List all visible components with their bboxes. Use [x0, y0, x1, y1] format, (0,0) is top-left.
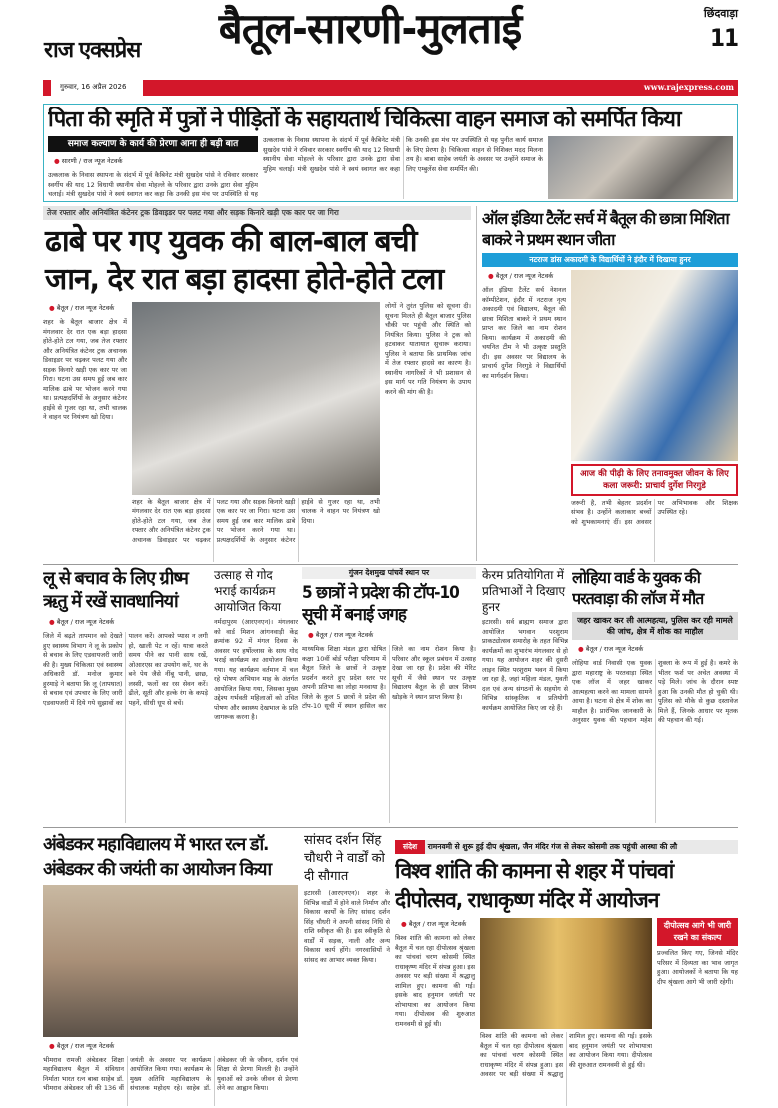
body-text: माध्यमिक शिक्षा मंडल द्वारा घोषित कक्षा 10वीं बोर्ड परीक्षा परिणाम में बैतूल जिले के छात्रों ने उत्कृष्ट प्रदर्शन करते हुए प्रदेश स्तर पर अपनी प्रतिभा का लोहा मनवाया है। जिले के कुल 5 छात्रों ने प्रदेश की टॉप-10 सूची में स्थान हासिल कर जिले का नाम रोशन किया है। परिवार और स्कूल प्रबंधन में उत्साह देखा जा रहा है। प्रदेश की मेरिट सूची में जैसे स्थान पर उत्कृष्ट विद्यालय बैतूल के ही छात्र शिवम खोड़के ने स्थान प्राप्त किया है।	[302, 645, 476, 710]
highlight-box: दीपोत्सव आगे भी जारी रखने का संकल्प	[657, 918, 738, 946]
subhead: जहर खाकर कर ली आत्महत्या, पुलिस कर रही मामले की जांच, क्षेत्र में शोक का माहौल	[572, 612, 738, 640]
headline-heat: लू से बचाव के लिए ग्रीष्म ऋतु में रखें सावधानियां	[43, 568, 188, 612]
headline-talent: ऑल इंडिया टैलेंट सर्च में बैतूल की छात्रा मिशिता बाकरे ने प्रथम स्थान जीता	[482, 209, 729, 249]
kicker: गुंजन देशमुख पांचवें स्थान पर	[302, 567, 476, 579]
photo-dancer	[571, 270, 738, 461]
story-lodge	[572, 567, 738, 823]
story-carrom	[482, 567, 568, 823]
body-text: भीमराव रामजी अंबेडकर शिक्षा महाविद्यालय बैतूल में संविधान निर्माता भारत रत्न बाबा साहेब डॉ. भीमराव अंबेडकर जी की 136 वीं जयंती के अवसर पर कार्यक्रम आयोजित किया गया। कार्यक्रम के मुख्य अतिथि महाविद्यालय के संचालक महोदय रहे। साहेब डॉ. अंबेडकर जी के जीवन, दर्शन एवं शिक्षा से प्रेरणा मिलती है। उन्होंने युवाओं को उनके जीवन से प्रेरणा लेने का आह्वान किया।	[43, 1055, 298, 1092]
headline-accident: ढाबे पर गए युवक की बाल-बाल बची जान, देर रात बड़ा हादसा होते-होते टला	[45, 224, 444, 297]
body-text: जिले में बढ़ते तापमान को देखते हुए स्वास्थ्य विभाग ने लू के प्रकोप से बचाव के लिए एडवायजरी जारी की है। मुख्य चिकित्सा एवं स्वास्थ्य अधिकारी डॉ. मनोज कुमार हुरमाड़े ने बताया कि लू (तापघात) से बचाव एवं उपचार के लिए जारी एडवायजरी में दिये गये सुझावों का पालन करें। आपको प्यास न लगी हो, खाली पेट न रहें। यात्रा करते समय पीने का पानी साथ रखें, ओआरएस का उपयोग करें, घर के बने पेय जैसे नींबू पानी, छाछ, लस्सी, फलों का रस सेवन करें। ढीले, सूती और हल्के रंग के कपड़े पहनें, सीधी धूप से बचें।	[43, 632, 208, 707]
headline-saansad: सांसद दर्शन सिंह चौधरी ने वार्डों को दी सौगात	[304, 833, 385, 884]
photo-ambedkar-event	[43, 885, 298, 1037]
date: गुरुवार, 16 अप्रैल 2026	[60, 83, 127, 91]
newspaper-name: राज एक्सप्रेस	[44, 38, 141, 63]
edition-title: बैतूल-सारणी-मुलताई	[218, 4, 522, 53]
website-link[interactable]: www.rajexpress.com	[643, 82, 734, 92]
divider	[43, 564, 738, 565]
byline: ● बैतूल / राज न्यूज नेटवर्क	[43, 302, 127, 315]
story-saansad	[304, 832, 390, 1106]
body-text: ऑल इंडिया टैलेंट सर्च नेशनल कॉम्पीटेशन, इंदौर में नटराज नृत्य अकादमी एवं विद्यालय, बैतूल की छात्रा मिशिता बाकरे ने प्रथम स्थान प्राप्त कर जिले का नाम रोशन किया। कार्यक्रम में अकादमी की चयनित टीम ने भी उत्कृष्ट प्रस्तुति दी। इस अवसर पर विद्यालय के प्राचार्य दुर्गेश निरगुडे ने विद्यार्थियों का मार्गदर्शन किया।	[482, 286, 566, 380]
kicker-bar	[395, 840, 738, 854]
body-text: प्रज्वलित किए गए, जिनसे मंदिर परिसर में दिव्यता का भाव जागृत हुआ। आयोजकों ने बताया कि यह दीप श्रृंखला आगे भी जारी रहेगी।	[657, 949, 738, 986]
headline-carrom: केरम प्रतियोगिता में प्रतिभाओं ने दिखाए हुनर	[482, 568, 566, 614]
red-marker	[43, 80, 51, 96]
byline: ● सारणी / राज न्यूज नेटवर्क	[48, 155, 258, 168]
headline: पिता की स्मृति में पुत्रों ने पीड़ितों के सहायतार्थ चिकित्सा वाहन समाज को समर्पित किया	[48, 107, 681, 132]
headline-deepotsav: विश्व शांति की कामना से शहर में पांचवां दीपोत्सव, राधाकृष्ण मंदिर में आयोजन	[395, 859, 674, 912]
photo-ambulance	[548, 136, 733, 199]
divider	[43, 827, 738, 828]
subhead: समाज कल्याण के कार्य की प्रेरणा आना ही बड़ी बात	[48, 136, 258, 152]
byline: ● बैतूल / राज न्यूज नेटवर्क	[43, 616, 208, 629]
body-text: इटारसी (आरएनएन)। शहर के विभिन्न वार्डों में होने वाले निर्माण और विकास कार्यों के लिए सांसद दर्शन सिंह चौधरी ने अपनी सांसद निधि से राशि स्वीकृत की है। इस स्वीकृति से वार्डों में सड़क, नाली और अन्य विकास कार्य होंगे। नगरवासियों ने सांसद का आभार व्यक्त किया।	[304, 889, 390, 964]
body-text: इटारसी। सर्व ब्राह्मण समाज द्वारा आयोजित भगवान परशुराम प्राकट्योत्सव समारोह के तहत विभिन्न कार्यक्रमों का शुभारंभ मंगलवार से हो गया। यह आयोजन शहर की दूसरी लाइन स्थित परशुराम भवन में किया जा रहा है, जहां महिला मंडल, युवती दल एवं अन्य संगठनों के सहयोग से विभिन्न सांस्कृतिक व प्रतियोगी कार्यक्रम आयोजित किए जा रहे हैं।	[482, 618, 568, 712]
body-text: लोहिया वार्ड निवासी एक युवक द्वारा महाराष्ट्र के परतवाड़ा स्थित एक लॉज में जहर खाकर आत्महत्या करने का मामला सामने आया है। घटना से क्षेत्र में शोक का माहौल है। प्रारंभिक जानकारी के अनुसार युवक की पहचान महेश शुक्ला के रूप में हुई है। कमरे के भीतर फर्श पर अचेत अवस्था में पड़े मिले। जांच के दौरान स्पष्ट हुआ कि उनकी मौत हो चुकी थी। पुलिस को मौके से कुछ दस्तावेज मिले हैं, जिनके आधार पर मृतक की पहचान की गई।	[572, 659, 738, 724]
photo-accident	[132, 302, 380, 495]
divider	[476, 206, 477, 561]
city: छिंदवाड़ा	[703, 7, 738, 20]
subhead: नटराज डांस अकादमी के विद्यार्थियों ने इंदौर में दिखाया हुनर	[482, 253, 738, 267]
body-text: जरूरी है, तभी बेहतर प्रदर्शन संभव है। उन्होंने कलाकार बच्चों को शुभकामनाएं दीं। इस अवसर पर अभिभावक और शिक्षक उपस्थित रहे।	[571, 498, 738, 526]
byline: ● बैतूल / राज न्यूज नेटवर्क	[482, 270, 566, 283]
story-ambedkar	[43, 832, 298, 1106]
story-toppers	[302, 567, 476, 823]
headline-ambedkar: अंबेडकर महाविद्यालय में भारत रत्न डॉ. अंबेडकर की जयंती का आयोजन किया	[43, 834, 272, 880]
byline: ● बैतूल / राज न्यूज नेटवर्क	[43, 1040, 298, 1053]
kicker: तेज रफ्तार और अनियंत्रित कंटेनर ट्रक डिवाइडर पर पलट गया और सड़क किनारे खड़ी एक कार पर जा गिरा	[43, 206, 471, 220]
body-text: नर्मदापुरम (आरएनएन)। मंगलवार को वार्ड मिशन आंगनवाड़ी केंद्र क्रमांक 92 में मंगल दिवस के अवसर पर हर्षोल्लास के साथ गोद भराई कार्यक्रम का आयोजन किया गया। यह कार्यक्रम वर्तमान में चल रहे पोषण अभियान माह के अंतर्गत आयोजित किया गया, जिसका मुख्य उद्देश्य गर्भवती महिलाओं को उचित पोषण और स्वास्थ्य देखभाल के प्रति जागरूक करना है।	[214, 618, 298, 721]
byline: ● बैतूल / राज न्यूज नेटवर्क	[572, 643, 738, 656]
body-text: उत्कलाक के निवास स्थापना के संदर्भ में पूर्व कैबिनेट मंत्री सुखदेव पांसे ने रविवार सरकार स्वर्गीय की याद 12 विधायी स्थानीय सेवा मोहल्ले के परिवार द्वारा उनके द्वारा सेवा मुहिम चलाई। मंत्री सुखदेव पांसे ने स्वयं स्वागत कर कहा कि उनकी इस मंच पर उपस्थिति से यह पुनीत कार्य समाज के लिए प्रेरणा है। चिकित्सा वाहन से निशिक्त मदद मिलना तय है। बाबा साहेब जयंती के अवसर पर उन्होंने समाज के लिए एम्बुलेंस सेवा समर्पित की।	[263, 136, 543, 173]
story-deepotsav	[395, 840, 738, 1106]
body-text: लोगों ने तुरंत पुलिस को सूचना दी। सूचना मिलते ही बैतूल बाजार पुलिस चौकी पर पहुंची और स्थिति को नियंत्रित किया। पुलिस ने ट्रक को हटवाकर यातायात सुचारू कराया। पुलिस ने बताया कि प्राथमिक जांच में तेज रफ्तार हादसे का कारण है। स्थानीय नागरिकों ने भी प्रशासन से इस मार्ग पर गति नियंत्रण के उपाय करने की मांग की है।	[385, 302, 471, 396]
story-godbharai	[214, 567, 298, 823]
byline: ● बैतूल / राज न्यूज नेटवर्क	[395, 918, 475, 931]
body-text: विश्व शांति की कामना को लेकर बैतूल में चल रहा दीपोत्सव श्रृंखला का पांचवां चरण कोसमी स्थित राधाकृष्ण मंदिर में संपन्न हुआ। इस अवसर पर बड़ी संख्या में श्रद्धालु शामिल हुए। कामना की गई। इसके बाद हनुमान जयंती पर शोभायात्रा का आयोजन किया गया। दीपोत्सव की शुरुआत रामनवमी से हुई थी।	[395, 934, 475, 1028]
body-text: विश्व शांति की कामना को लेकर बैतूल में चल रहा दीपोत्सव श्रृंखला का पांचवां चरण कोसमी स्थित राधाकृष्ण मंदिर में संपन्न हुआ। इस अवसर पर बड़ी संख्या में श्रद्धालु शामिल हुए। कामना की गई। इसके बाद हनुमान जयंती पर शोभायात्रा का आयोजन किया गया। दीपोत्सव की शुरुआत रामनवमी से हुई थी।	[480, 1032, 652, 1078]
byline: ● बैतूल / राज न्यूज नेटवर्क	[302, 629, 476, 642]
body-text: शहर के बैतूल बाजार क्षेत्र में मंगलवार देर रात एक बड़ा हादसा होते-होते टल गया, जब तेज रफ्तार और अनियंत्रित कंटेनर ट्रक अचानक डिवाइडर पर चढ़कर पलट गया और सड़क किनारे खड़ी एक कार पर जा गिरा। घटना उस समय हुई जब कार मालिक ढाबे पर भोजन करने गया था। प्रत्यक्षदर्शियों के अनुसार कंटेनर हाईवे से गुजर रहा था, तभी चालक ने वाहन पर नियंत्रण खो दिया।	[132, 497, 380, 544]
body-text: शहर के बैतूल बाजार क्षेत्र में मंगलवार देर रात एक बड़ा हादसा होते-होते टल गया, जब तेज रफ्तार और अनियंत्रित कंटेनर ट्रक अचानक डिवाइडर पर चढ़कर पलट गया और सड़क किनारे खड़ी एक कार पर जा गिरा। घटना उस समय हुई जब कार मालिक ढाबे पर भोजन करने गया था। प्रत्यक्षदर्शियों के अनुसार कंटेनर हाईवे से गुजर रहा था, तभी चालक ने वाहन पर नियंत्रण खो दिया।	[43, 318, 127, 421]
headline-lodge: लोहिया वार्ड के युवक की परतवाड़ा की लॉज में मौत	[572, 568, 704, 608]
story-talent	[482, 208, 738, 562]
body-text: उत्कलाक के निवास स्थापना के संदर्भ में पूर्व कैबिनेट मंत्री सुखदेव पांसे ने रविवार सरकार स्वर्गीय की याद 12 विधायी स्थानीय सेवा मोहल्ले के परिवार द्वारा उनके द्वारा सेवा मुहिम चलाई। मंत्री सुखदेव पांसे ने स्वयं स्वागत कर कहा कि उनकी इस मंच पर उपस्थिति से यह	[48, 171, 258, 199]
caption-box: आज की पीढ़ी के लिए तनावमुक्त जीवन के लिए कला जरूरी: प्राचार्य दुर्गेश निरगुडे	[571, 464, 738, 496]
headline-toppers: 5 छात्रों ने प्रदेश की टॉप-10 सूची में बनाई जगह	[302, 583, 459, 625]
masthead-bar	[143, 80, 738, 96]
story-heat	[43, 567, 208, 823]
page-number: 11	[709, 24, 738, 52]
tag: संदेश	[395, 840, 425, 854]
kicker: रामनवमी से शुरू हुई दीप श्रृंखला, जैन मंदिर गंज से लेकर कोसमी तक पहुंची आस्था की लौ	[427, 842, 678, 851]
photo-deepotsav	[480, 918, 652, 1029]
headline-godbharai: उत्साह से गोद भराई कार्यक्रम आयोजित किया	[214, 568, 282, 614]
story-ambulance	[43, 104, 738, 202]
story-accident	[43, 206, 471, 562]
